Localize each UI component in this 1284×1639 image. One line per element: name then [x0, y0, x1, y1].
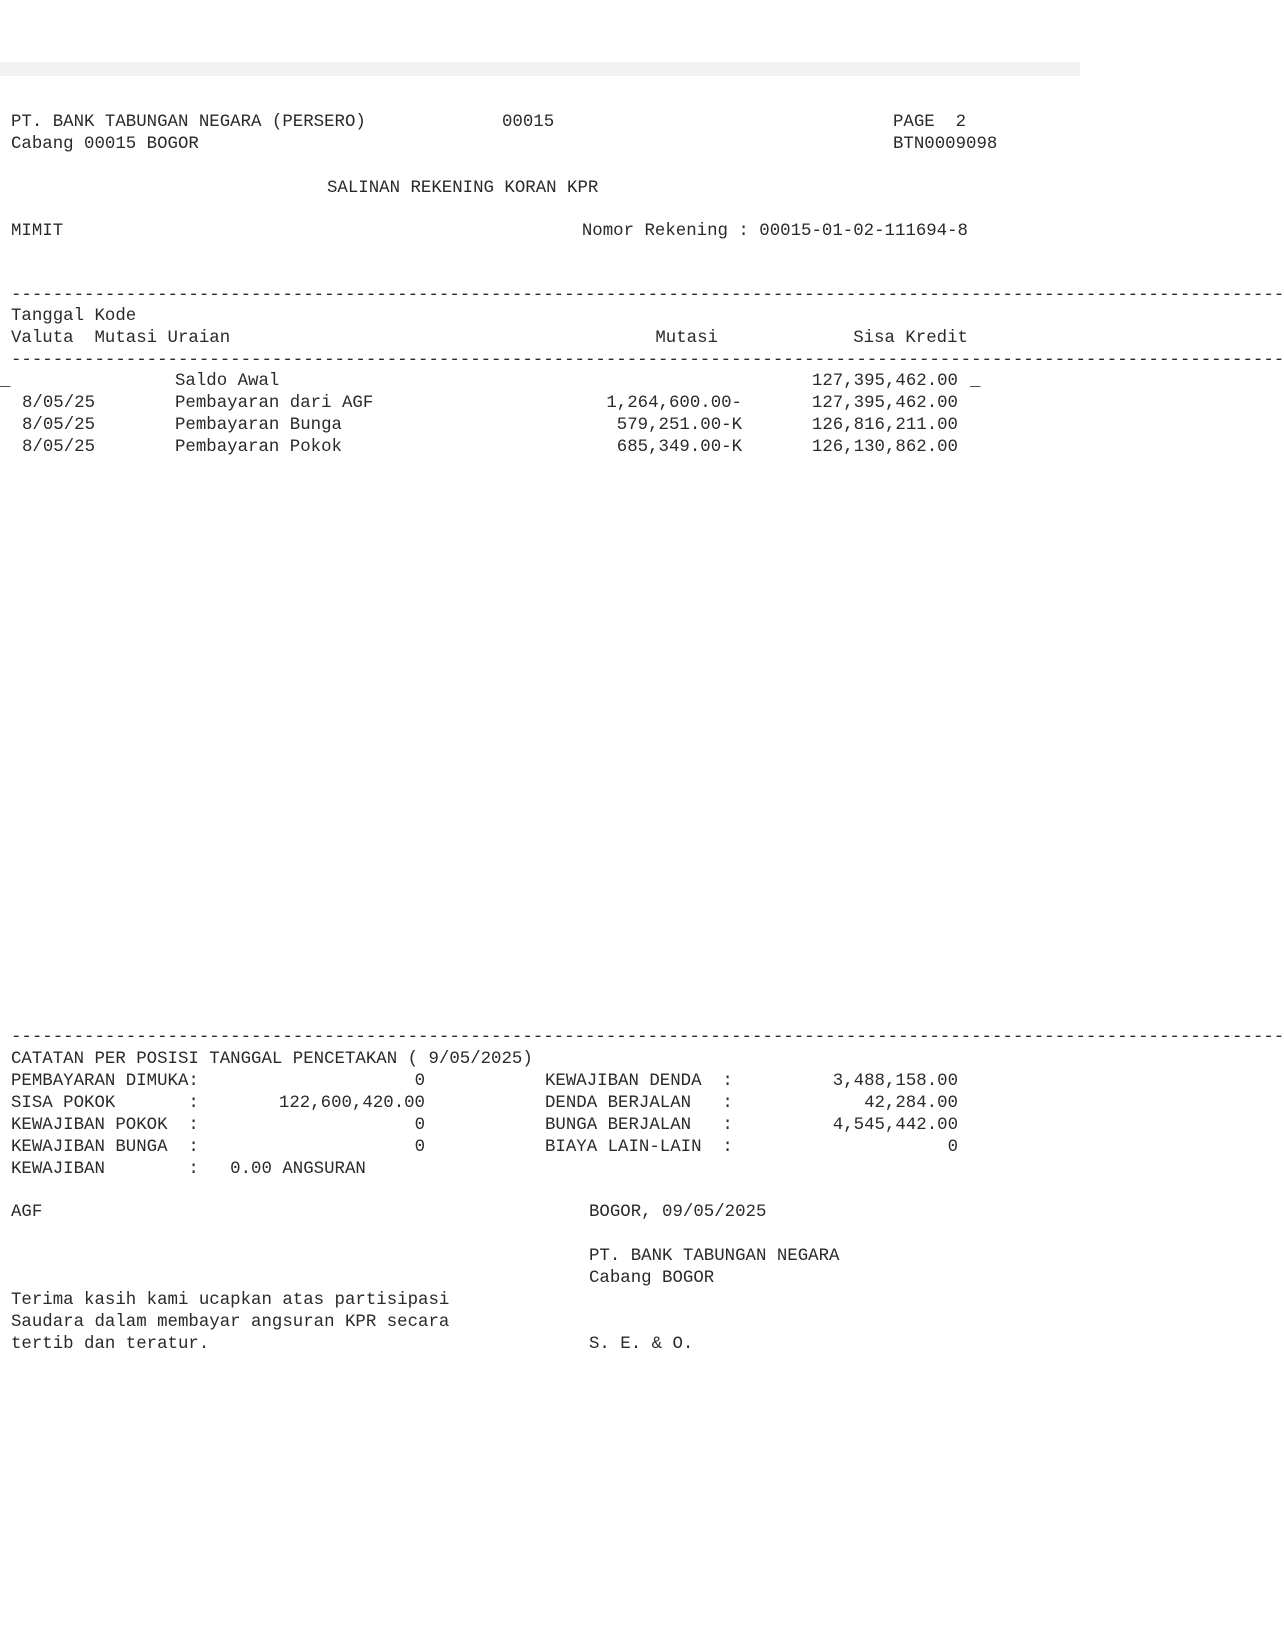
summary-left-value: 0 [414, 1116, 425, 1135]
row-sisa-kredit: 126,816,211.00 [811, 416, 958, 435]
summary-left-label: KEWAJIBAN BUNGA : [11, 1138, 199, 1157]
row-description: Pembayaran dari AGF [175, 394, 374, 413]
summary-right-value: 3,488,158.00 [832, 1072, 958, 1091]
summary-left-value: 122,600,420.00 [278, 1094, 425, 1113]
customer-name: MIMIT [11, 222, 64, 241]
thank-you-line: Terima kasih kami ucapkan atas partisipasi [11, 1291, 450, 1310]
summary-right-label: BUNGA BERJALAN : [545, 1116, 733, 1135]
row-date: 8/05/25 [22, 394, 96, 413]
summary-left-value: 0 [414, 1138, 425, 1157]
separator-line: -------------------------------------------------------------------------------------------------------------------------- [11, 286, 1284, 305]
column-header-line2: Valuta Mutasi Uraian [11, 329, 231, 348]
column-header-line1: Tanggal Kode [11, 307, 137, 326]
account-number: Nomor Rekening : 00015-01-02-111694-8 [581, 222, 968, 241]
summary-right-label: KEWAJIBAN DENDA : [545, 1072, 733, 1091]
top-gray-bar [0, 62, 1080, 76]
footer-branch: Cabang BOGOR [589, 1269, 715, 1288]
place-date: BOGOR, 09/05/2025 [589, 1203, 767, 1222]
branch-code: 00015 [502, 113, 555, 132]
summary-left-value: 0 [414, 1072, 425, 1091]
row-date: 8/05/25 [22, 438, 96, 457]
row-description: Saldo Awal [175, 372, 280, 391]
summary-right-value: 4,545,442.00 [832, 1116, 958, 1135]
row-mutasi: 1,264,600.00- [606, 394, 742, 413]
summary-title: CATATAN PER POSISI TANGGAL PENCETAKAN ( 9/05/2025) [11, 1050, 533, 1069]
row-mutasi [560, 371, 742, 393]
errors-omissions-note: S. E. & O. [589, 1335, 694, 1354]
bank-name: PT. BANK TABUNGAN NEGARA (PERSERO) [11, 113, 366, 132]
row-description: Pembayaran Bunga [175, 416, 342, 435]
dash-marker-left: _ [0, 372, 11, 391]
row-mutasi: 685,349.00-K [616, 438, 742, 457]
summary-left-label: KEWAJIBAN POKOK : [11, 1116, 199, 1135]
thank-you-line: Saudara dalam membayar angsuran KPR secara [11, 1313, 450, 1332]
summary-right-label: BIAYA LAIN-LAIN : [545, 1138, 733, 1157]
row-date: 8/05/25 [22, 416, 96, 435]
summary-right-value: 0 [947, 1138, 958, 1157]
column-header-mutasi: Mutasi [655, 329, 718, 348]
summary-left-label: PEMBAYARAN DIMUKA: [11, 1072, 199, 1091]
row-sisa-kredit: 127,395,462.00 [811, 372, 958, 391]
dash-marker-right: _ [970, 372, 981, 391]
footer-code: AGF [11, 1203, 43, 1222]
page-number: PAGE 2 [893, 113, 967, 132]
separator-line: -------------------------------------------------------------------------------------------------------------------------- [11, 351, 1284, 370]
separator-line: -------------------------------------------------------------------------------------------------------------------------- [11, 1028, 1284, 1047]
thank-you-line: tertib dan teratur. [11, 1335, 210, 1354]
summary-right-value: 42,284.00 [864, 1094, 958, 1113]
summary-left-label: SISA POKOK : [11, 1094, 199, 1113]
document-code: BTN0009098 [893, 135, 998, 154]
kewajiban-angsuran: KEWAJIBAN : 0.00 ANGSURAN [11, 1160, 366, 1179]
row-sisa-kredit: 126,130,862.00 [811, 438, 958, 457]
column-header-sisa-kredit: Sisa Kredit [853, 329, 968, 348]
row-sisa-kredit: 127,395,462.00 [811, 394, 958, 413]
summary-right-label: DENDA BERJALAN : [545, 1094, 733, 1113]
row-description: Pembayaran Pokok [175, 438, 342, 457]
document-title: SALINAN REKENING KORAN KPR [327, 179, 599, 198]
footer-bank-name: PT. BANK TABUNGAN NEGARA [589, 1247, 840, 1266]
branch-line: Cabang 00015 BOGOR [11, 135, 199, 154]
row-mutasi: 579,251.00-K [616, 416, 742, 435]
